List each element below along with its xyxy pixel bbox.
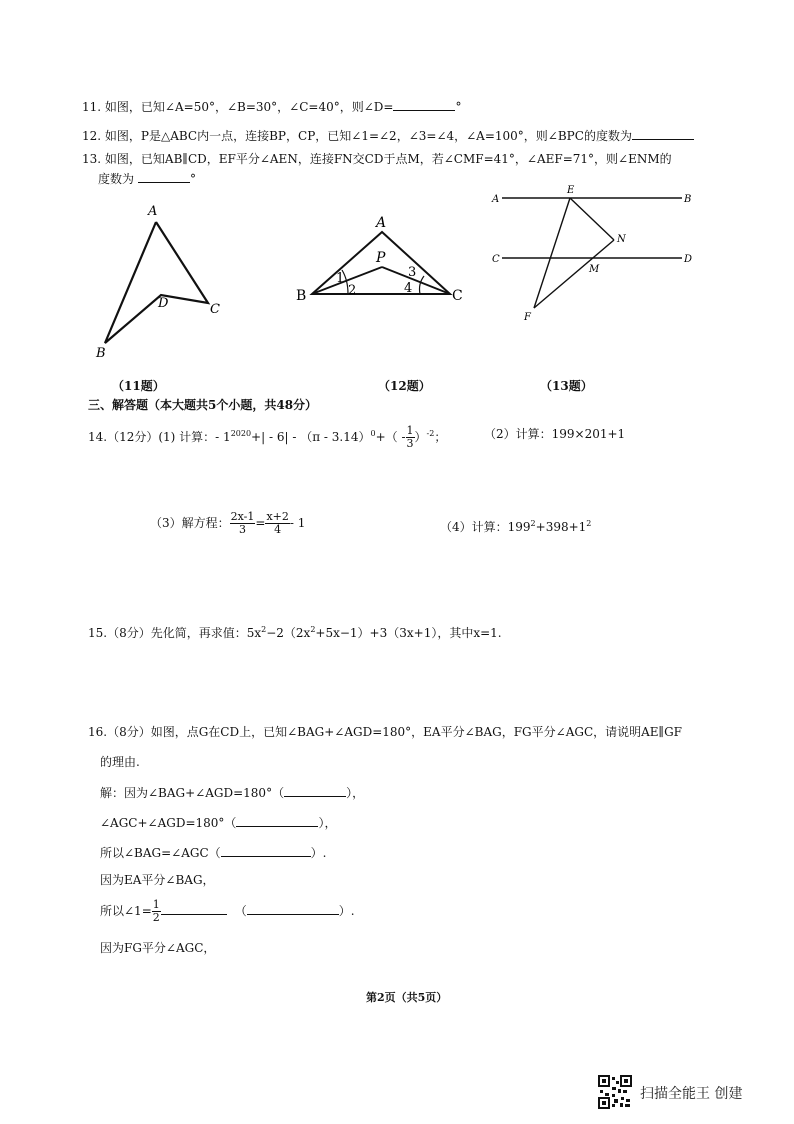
label-M: M <box>589 264 600 275</box>
figure-11 <box>90 195 240 365</box>
step-text: ）. <box>310 846 327 860</box>
label-A: A <box>148 204 158 219</box>
numerator: x+2 <box>266 510 289 523</box>
solution-step-6: 因为FG平分∠AGC， <box>100 941 216 955</box>
answer-blank[interactable] <box>393 98 455 111</box>
fraction <box>406 425 415 450</box>
figure-11-polygon <box>105 222 208 343</box>
step-text: 解：因为∠BAG+∠AGD=180°（ <box>100 786 285 800</box>
reason-blank[interactable] <box>236 814 318 827</box>
qr-code-icon <box>598 1075 632 1109</box>
page-number: 第2页（共5页） <box>366 991 448 1004</box>
expr: ； <box>434 430 447 444</box>
question-text: +5x−1）+3（3x+1），其中x=1. <box>315 626 502 640</box>
answer-blank[interactable] <box>632 127 694 140</box>
solution-step-1 <box>100 784 364 801</box>
exponent: 2 <box>261 625 267 634</box>
label-C: C <box>492 254 500 265</box>
question-11 <box>82 98 461 115</box>
step-text: （ <box>234 904 247 918</box>
angle-label-3: 3 <box>408 265 417 280</box>
expr: - 1 <box>289 516 306 530</box>
label-B: B <box>96 346 106 361</box>
question-text: 14.（12分）(1) 计算： <box>88 430 216 444</box>
step-text: ）. <box>338 904 355 918</box>
question-text: 如图，已知AB∥CD，EF平分∠AEN，连接FN交CD于点M，若∠CMF=41°，∠AEF=71°，则∠ENM的 <box>104 152 672 166</box>
section-heading: 三、解答题（本大题共5个小题，共48分） <box>88 398 318 412</box>
fraction <box>230 511 256 536</box>
label-B: B <box>684 194 692 205</box>
question-12 <box>82 127 694 144</box>
reason-blank[interactable] <box>247 902 339 915</box>
question-14-part4 <box>440 516 591 535</box>
question-text: （4）计算：199 <box>440 520 531 534</box>
denominator: 4 <box>274 523 282 536</box>
angle-label-4: 4 <box>404 281 413 296</box>
step-text: 所以∠1= <box>100 904 152 918</box>
expr: +398+1 <box>535 520 587 534</box>
caption-12: （12题） <box>378 379 431 393</box>
angle-label-1: 1 <box>336 271 345 286</box>
expr: ） <box>414 430 427 444</box>
label-P: P <box>376 250 386 266</box>
segment-BP <box>312 267 382 294</box>
exponent: 0 <box>370 429 376 438</box>
label-A: A <box>376 215 387 231</box>
expr: +（ - <box>375 430 406 444</box>
question-16-line1: 16.（8分）如图，点G在CD上，已知∠BAG+∠AGD=180°，EA平分∠BAG，FG平分∠AGC，请说明AE∥GF <box>88 725 683 739</box>
question-number: 13. <box>82 152 102 166</box>
label-B: B <box>296 288 307 304</box>
exponent: 2 <box>586 519 592 528</box>
exponent: 2020 <box>230 429 252 438</box>
numerator: 1 <box>406 424 414 437</box>
question-text: −2（2x <box>266 626 311 640</box>
figure-12 <box>290 210 480 310</box>
figure-13 <box>486 182 696 322</box>
brand-watermark: 扫描全能王 创建 <box>640 1086 743 1102</box>
question-13 <box>82 151 672 167</box>
label-A: A <box>492 194 500 205</box>
segment-NF <box>534 240 614 308</box>
expr: - 1 <box>215 430 231 444</box>
label-E: E <box>567 185 575 196</box>
question-text: 度数为 <box>98 172 135 186</box>
exponent: 2 <box>530 519 536 528</box>
label-D: D <box>684 254 693 265</box>
question-number: 12. <box>82 129 102 143</box>
reason-blank[interactable] <box>221 844 311 857</box>
denominator: 3 <box>239 523 246 536</box>
denominator: 2 <box>152 911 160 924</box>
label-F: F <box>524 312 531 322</box>
solution-step-5 <box>100 898 355 924</box>
label-N: N <box>617 234 626 245</box>
question-number: 11. <box>82 100 102 114</box>
question-14-part2: （2）计算：199×201+1 <box>484 427 626 441</box>
question-text: （3）解方程： <box>150 516 230 530</box>
unit: ° <box>190 172 197 186</box>
question-14-part1 <box>88 424 446 450</box>
numerator: 2x-1 <box>230 510 255 523</box>
question-text: 如图，P是△ABC内一点，连接BP，CP，已知∠1=∠2，∠3=∠4，∠A=100°，则∠BPC的度数为 <box>104 129 632 143</box>
exponent: -2 <box>426 429 435 438</box>
step-text: 所以∠BAG=∠AGC（ <box>100 846 221 860</box>
label-C: C <box>452 288 463 304</box>
reason-blank[interactable] <box>284 784 346 797</box>
solution-step-4: 因为EA平分∠BAG， <box>100 873 215 887</box>
caption-13: （13题） <box>540 379 593 393</box>
solution-step-2 <box>100 814 336 831</box>
label-C: C <box>210 302 220 317</box>
question-16-line2: 的理由. <box>100 755 140 769</box>
angle-label-2: 2 <box>348 283 357 298</box>
fraction <box>152 899 161 924</box>
segment-EN <box>570 198 614 240</box>
question-14-part3 <box>150 510 305 536</box>
fraction <box>265 511 289 536</box>
angle-arc-C <box>420 276 425 294</box>
step-text: ）， <box>318 816 337 830</box>
equals: = <box>255 516 266 530</box>
exponent: 2 <box>310 625 316 634</box>
answer-blank[interactable] <box>161 902 227 915</box>
unit: ° <box>455 100 462 114</box>
numerator: 1 <box>152 898 160 911</box>
answer-blank[interactable] <box>138 170 190 183</box>
caption-11: （11题） <box>112 379 165 393</box>
question-text: 如图，已知∠A=50°，∠B=30°，∠C=40°，则∠D= <box>104 100 394 114</box>
question-13-line2 <box>98 170 196 187</box>
question-text: 15.（8分）先化简，再求值：5x <box>88 626 262 640</box>
step-text: ）， <box>346 786 365 800</box>
solution-step-3 <box>100 844 327 861</box>
expr: +| - 6| - （π - 3.14） <box>251 430 371 444</box>
question-15 <box>88 622 502 641</box>
step-text: ∠AGC+∠AGD=180°（ <box>100 816 237 830</box>
segment-EF <box>534 198 570 308</box>
label-D: D <box>158 296 169 311</box>
denominator: 3 <box>406 437 414 450</box>
